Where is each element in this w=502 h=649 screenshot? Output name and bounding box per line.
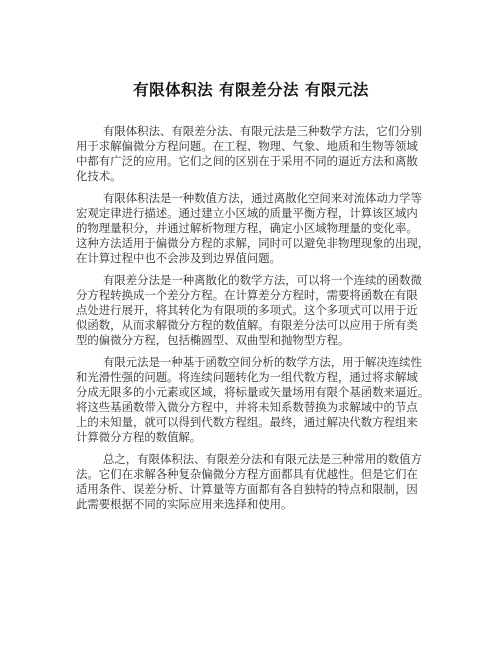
paragraph-line: 的物理量积分，并通过解析物理方程，确定小区域物理量的变化率。 [76,221,418,235]
paragraph-line: 宏观定律进行描述。通过建立小区域的质量平衡方程，计算该区域内 [76,206,418,220]
paragraph-line: 分方程转换成一个差分方程。在计算差分方程时，需要将函数在有限 [76,288,418,302]
paragraph-line: 分成无限多的小元素或区域，将标量或矢量场用有限个基函数来逼近。 [76,385,430,399]
paragraph-line: 适用条件、误差分析、计算量等方面都有各自独特的特点和限制，因 [76,482,418,496]
paragraph-line: 法。它们在求解各种复杂偏微分方程方面都具有优越性。但是它们在 [76,467,418,481]
paragraph-line: 有限差分法是一种离散化的数学方法，可以将一个连续的函数微 [103,273,422,287]
paragraph-line: 在计算过程中也不会涉及到边界值问题。 [76,251,282,265]
paragraph-line: 点处进行展开，将其转化为有限项的多项式。这个多项式可以用于近 [76,303,418,317]
paragraph-line: 和光滑性强的问题。将连续问题转化为一组代数方程，通过将求解域 [76,370,418,384]
paragraph-line: 总之，有限体积法、有限差分法和有限元法是三种常用的数值方 [103,452,422,466]
paragraph-line: 这种方法适用于偏微分方程的求解，同时可以避免非物理现象的出现， [76,236,430,250]
paragraph-line: 用于求解偏微分方程问题。在工程、物理、气象、地质和生物等领域 [76,139,418,153]
paragraph-line: 上的未知量，就可以得到代数方程组。最终，通过解决代数方程组来 [76,415,418,429]
paragraph-line: 有限元法是一种基于函数空间分析的数学方法，用于解决连续性 [103,355,422,369]
paragraph-line: 似函数，从而求解微分方程的数值解。有限差分法可以应用于所有类 [76,318,418,332]
paragraph-line: 型的偏微分方程，包括椭圆型、双曲型和抛物型方程。 [76,333,350,347]
paragraph-line: 此需要根据不同的实际应用来选择和使用。 [76,497,293,511]
document-title: 有限体积法 有限差分法 有限元法 [133,81,369,99]
paragraph-line: 有限体积法是一种数值方法，通过离散化空间来对流体动力学等 [103,191,422,205]
paragraph-line: 有限体积法、有限差分法、有限元法是三种数学方法，它们分别 [103,124,422,138]
paragraph-line: 计算微分方程的数值解。 [76,430,202,444]
paragraph-line: 中都有广泛的应用。它们之间的区别在于采用不同的逼近方法和离散 [76,154,418,168]
paragraph-line: 将这些基函数带入微分方程中，并将未知系数替换为求解域中的节点 [76,400,418,414]
paragraph-line: 化技术。 [76,169,122,183]
